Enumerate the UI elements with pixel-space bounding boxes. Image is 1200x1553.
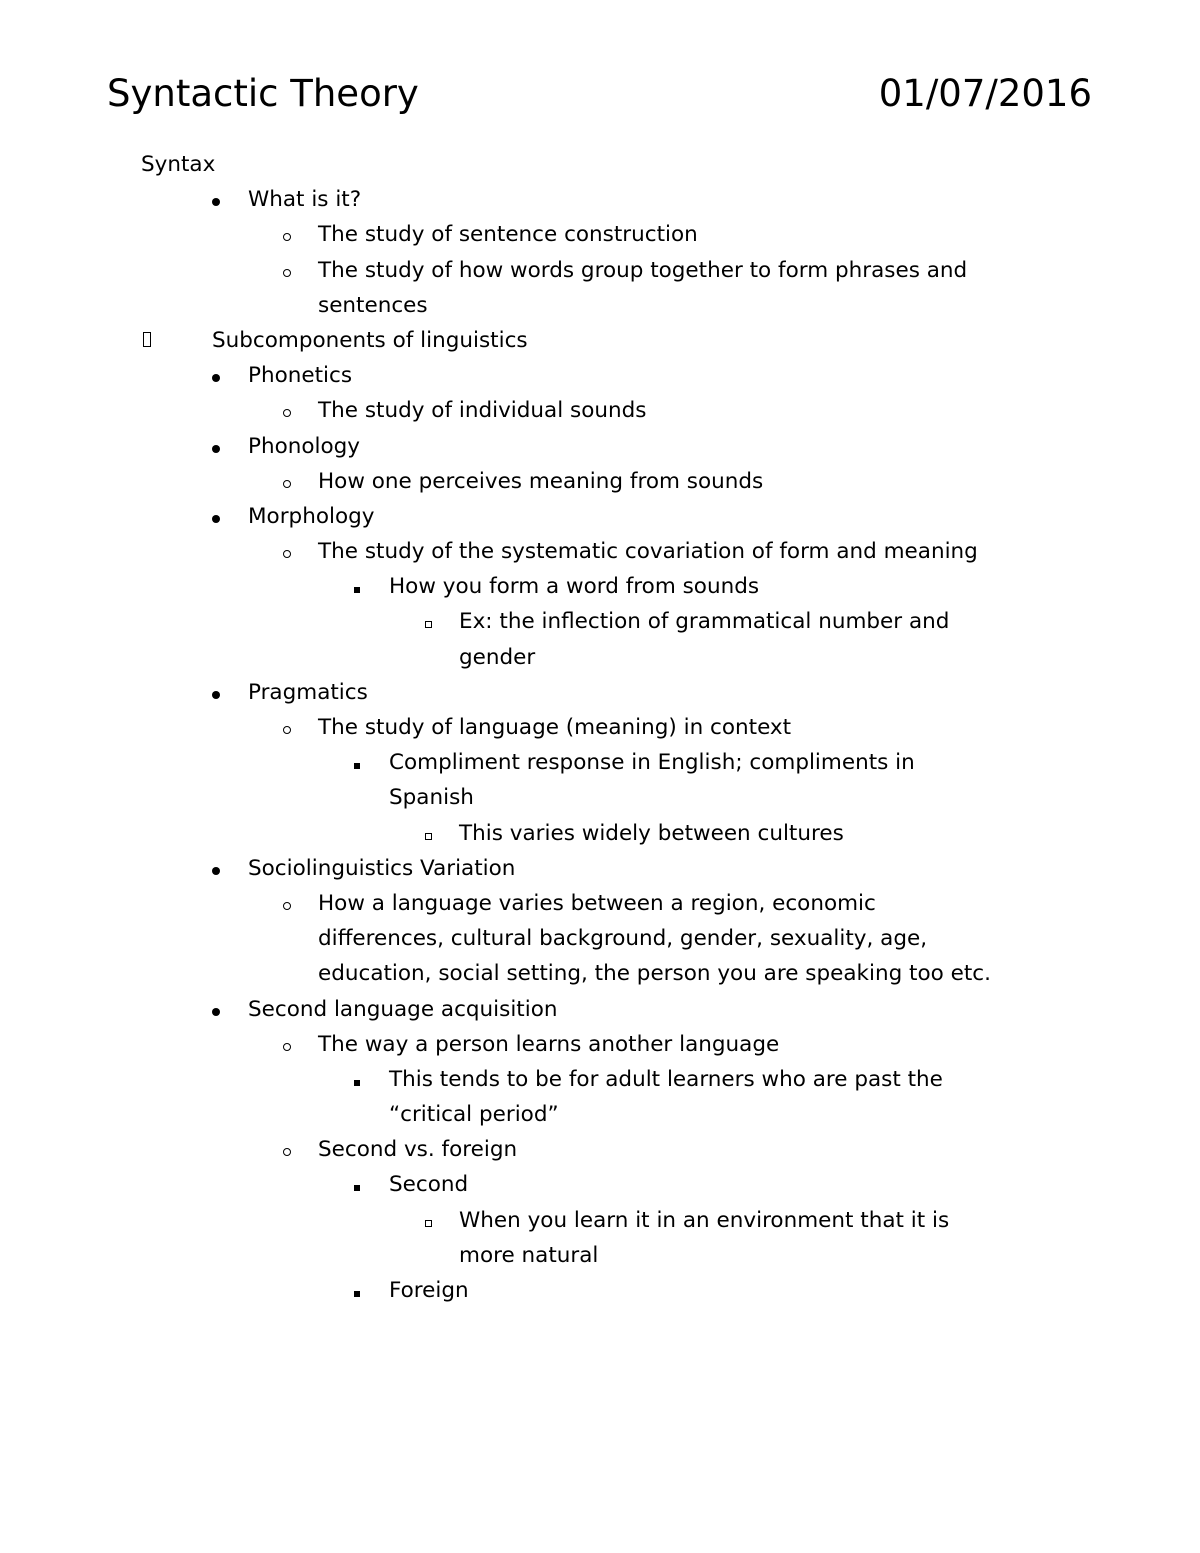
outline-line — [0, 956, 1200, 991]
outline-text: When you learn it in an environment that it is — [459, 1207, 950, 1233]
bullet-disc-icon — [212, 992, 220, 1027]
outline-text: Pragmatics — [248, 679, 368, 705]
notes-outline — [0, 147, 1200, 1308]
bullet-circle-icon — [283, 1027, 291, 1062]
outline-line — [0, 569, 1200, 604]
outline-text: How a language varies between a region, economic — [318, 890, 876, 916]
outline-line — [0, 1167, 1200, 1202]
outline-text: sentences — [318, 292, 428, 318]
outline-line — [0, 253, 1200, 288]
outline-line — [0, 1238, 1200, 1273]
bullet-circle-icon — [283, 464, 291, 499]
bullet-circle-icon — [283, 534, 291, 569]
bullet-circle-icon — [283, 393, 291, 428]
bullet-square-icon — [354, 569, 360, 604]
outline-text: Ex: the inflection of grammatical number and — [459, 609, 950, 635]
bullet-disc-icon — [212, 499, 220, 534]
outline-line — [0, 429, 1200, 464]
outline-line — [0, 464, 1200, 499]
outline-text: Subcomponents of linguistics — [212, 327, 528, 353]
outline-text: The study of the systematic covariation of form and meaning — [318, 539, 978, 565]
outline-line — [0, 288, 1200, 323]
outline-line — [0, 992, 1200, 1027]
bullet-circle-icon — [283, 710, 291, 745]
outline-text: differences, cultural background, gender, sexuality, age, — [318, 926, 928, 952]
outline-text: Second — [389, 1172, 469, 1198]
outline-text: The study of how words group together to form phrases and — [318, 257, 968, 283]
outline-line — [0, 640, 1200, 675]
outline-text: Sociolinguistics Variation — [248, 855, 516, 881]
outline-text: What is it? — [248, 187, 362, 213]
outline-text: Syntax — [141, 152, 216, 177]
outline-text: Compliment response in English; compliments in — [389, 750, 915, 776]
bullet-open-square-icon — [425, 604, 432, 639]
bullet-circle-icon — [283, 1132, 291, 1167]
document-date: 01/07/2016 — [878, 72, 1092, 115]
outline-line — [0, 323, 1200, 358]
outline-text: This varies widely between cultures — [459, 820, 844, 846]
outline-text: more natural — [459, 1242, 599, 1268]
outline-line — [0, 710, 1200, 745]
outline-line — [0, 675, 1200, 710]
outline-line — [0, 1097, 1200, 1132]
bullet-disc-icon — [212, 429, 220, 464]
outline-text: Second language acquisition — [248, 996, 558, 1022]
outline-text: The study of language (meaning) in context — [318, 715, 792, 740]
outline-line — [0, 816, 1200, 851]
outline-text: The way a person learns another language — [318, 1031, 780, 1057]
bullet-circle-icon — [283, 886, 291, 921]
bullet-square-icon — [354, 1167, 360, 1202]
bullet-disc-icon — [212, 182, 220, 217]
bullet-disc-icon — [212, 675, 220, 710]
bullet-circle-icon — [283, 217, 291, 252]
missing-glyph-icon — [143, 323, 151, 358]
document-title: Syntactic Theory — [107, 72, 419, 115]
outline-text: How one perceives meaning from sounds — [318, 468, 764, 494]
outline-text: “critical period” — [389, 1102, 559, 1128]
outline-text: Second vs. foreign — [318, 1137, 518, 1163]
bullet-open-square-icon — [425, 1203, 432, 1238]
outline-line — [0, 1027, 1200, 1062]
bullet-circle-icon — [283, 253, 291, 288]
outline-line — [0, 1132, 1200, 1167]
outline-text: The study of sentence construction — [318, 222, 698, 248]
outline-line — [0, 147, 1200, 182]
outline-line — [0, 1062, 1200, 1097]
outline-text: education, social setting, the person you are speaking too etc. — [318, 961, 991, 987]
outline-text: Morphology — [248, 503, 375, 529]
outline-text: This tends to be for adult learners who are past the — [389, 1066, 943, 1092]
outline-line — [0, 358, 1200, 393]
outline-line — [0, 534, 1200, 569]
outline-text: Spanish — [389, 785, 474, 811]
bullet-open-square-icon — [425, 816, 432, 851]
outline-line — [0, 745, 1200, 780]
bullet-square-icon — [354, 1062, 360, 1097]
outline-text: gender — [459, 644, 536, 670]
outline-line — [0, 604, 1200, 639]
bullet-square-icon — [354, 745, 360, 780]
outline-line — [0, 780, 1200, 815]
outline-text: Phonetics — [248, 363, 353, 389]
outline-text: Foreign — [389, 1278, 469, 1303]
outline-line — [0, 921, 1200, 956]
outline-line — [0, 499, 1200, 534]
bullet-disc-icon — [212, 851, 220, 886]
bullet-disc-icon — [212, 358, 220, 393]
outline-line — [0, 182, 1200, 217]
outline-line — [0, 393, 1200, 428]
outline-text: Phonology — [248, 433, 361, 459]
outline-line — [0, 1273, 1200, 1308]
bullet-square-icon — [354, 1273, 360, 1308]
outline-line — [0, 886, 1200, 921]
outline-text: How you form a word from sounds — [389, 574, 760, 600]
outline-line — [0, 217, 1200, 252]
outline-line — [0, 851, 1200, 886]
outline-text: The study of individual sounds — [318, 398, 647, 424]
outline-line — [0, 1203, 1200, 1238]
